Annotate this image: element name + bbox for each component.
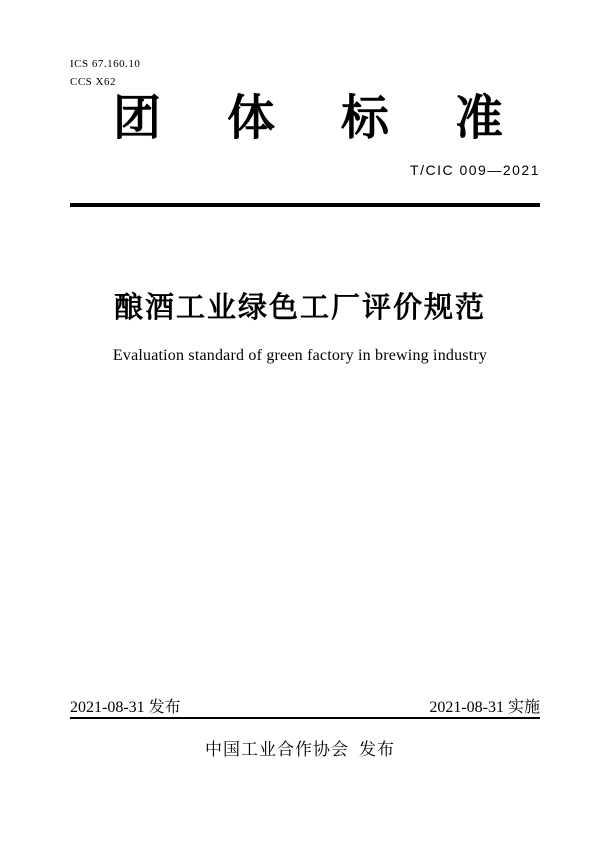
- document-title-en: Evaluation standard of green factory in brewing industry: [112, 347, 488, 364]
- publisher-name: 中国工业合作协会: [205, 740, 349, 759]
- standard-type-title: [113, 90, 503, 146]
- publisher-line: [0, 735, 600, 760]
- implementation-action: 实施: [507, 699, 540, 716]
- standard-type-char: 准: [454, 90, 503, 146]
- publisher-action: 发布: [359, 740, 395, 759]
- date-row: [70, 698, 540, 717]
- header-rule: [70, 203, 540, 207]
- issue-date: 2021-08-31: [70, 699, 145, 716]
- issue-action: 发布: [148, 699, 181, 716]
- standard-type-char: 标: [340, 90, 389, 146]
- ics-code: ICS 67.160.10: [70, 58, 141, 70]
- standard-number: T/CIC 009—2021: [410, 162, 540, 178]
- ccs-code: CCS X62: [70, 76, 116, 88]
- issue-date-line: [70, 698, 181, 717]
- standard-type-char: 体: [226, 90, 275, 146]
- document-title-cn: 酿酒工业绿色工厂评价规范: [113, 290, 486, 324]
- footer-rule: [70, 717, 540, 719]
- implementation-date-line: [429, 698, 540, 717]
- standard-type-char: 团: [113, 90, 162, 146]
- implementation-date: 2021-08-31: [429, 699, 504, 716]
